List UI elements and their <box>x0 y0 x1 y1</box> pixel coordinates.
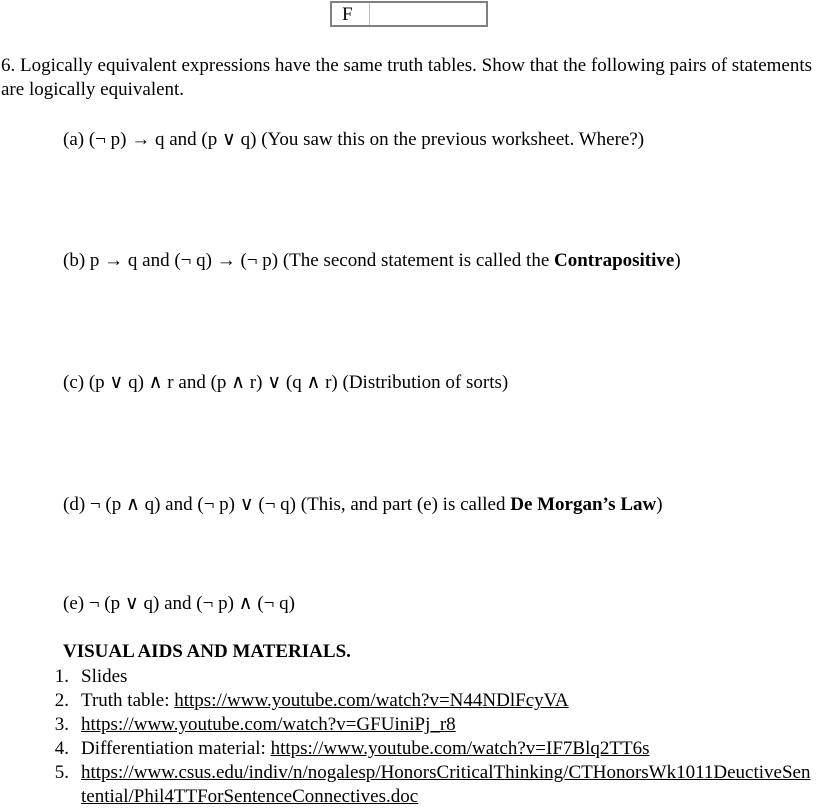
part-c: (c) (p ∨ q) ∧ r and (p ∧ r) ∨ (q ∧ r) (Distribution of sorts) <box>63 372 509 393</box>
materials-heading: VISUAL AIDS AND MATERIALS. <box>63 641 351 662</box>
part-d-text: (d) ¬ (p ∧ q) and (¬ p) ∨ (¬ q) (This, and part (e) is called <box>63 494 511 515</box>
list-item <box>0 761 816 809</box>
truth-table-cell: F <box>332 3 370 25</box>
part-e: (e) ¬ (p ∨ q) and (¬ p) ∧ (¬ q) <box>63 593 295 614</box>
truth-table-video-link[interactable]: https://www.youtube.com/watch?v=N44NDlFcyVA <box>174 690 569 711</box>
list-number: 2. <box>54 690 69 711</box>
video-link[interactable]: https://www.youtube.com/watch?v=GFUiniPj_r8 <box>81 714 456 735</box>
part-b-close: ) <box>674 250 681 271</box>
part-d-close: ) <box>656 494 663 515</box>
differentiation-video-link[interactable]: https://www.youtube.com/watch?v=IF7Blq2TT6s <box>270 738 650 759</box>
list-number: 3. <box>54 714 69 735</box>
list-label: Truth table: <box>81 690 175 711</box>
list-item <box>0 713 816 737</box>
question-text: Logically equivalent expressions have the same truth tables. Show that the following pairs of statements are logically equivalent. <box>1 55 813 100</box>
materials-list <box>0 665 816 809</box>
part-b-text: (b) p → q and (¬ q) → (¬ p) (The second statement is called the <box>63 250 555 271</box>
list-number: 1. <box>54 666 69 687</box>
list-label: Differentiation material: <box>81 738 271 759</box>
list-number: 4. <box>54 738 69 759</box>
question-intro <box>1 54 813 102</box>
truth-table-fragment <box>330 1 488 27</box>
part-d-term: De Morgan’s Law <box>510 494 657 515</box>
list-label: Slides <box>81 666 128 687</box>
part-b-term: Contrapositive <box>554 250 675 271</box>
list-item <box>0 737 816 761</box>
part-d <box>63 493 663 517</box>
part-a: (a) (¬ p) → q and (p ∨ q) (You saw this on the previous worksheet. Where?) <box>63 129 645 150</box>
list-item <box>0 689 816 713</box>
list-number: 5. <box>54 762 69 783</box>
list-item <box>0 665 816 689</box>
truth-table-cell-empty <box>370 3 486 25</box>
part-b <box>63 249 681 273</box>
question-number: 6. <box>1 55 16 76</box>
doc-link[interactable]: https://www.csus.edu/indiv/n/nogalesp/HonorsCriticalThinking/CTHonorsWk1011DeuctiveSentential/Phil4TTForSentenceConnectives.doc <box>81 762 811 807</box>
